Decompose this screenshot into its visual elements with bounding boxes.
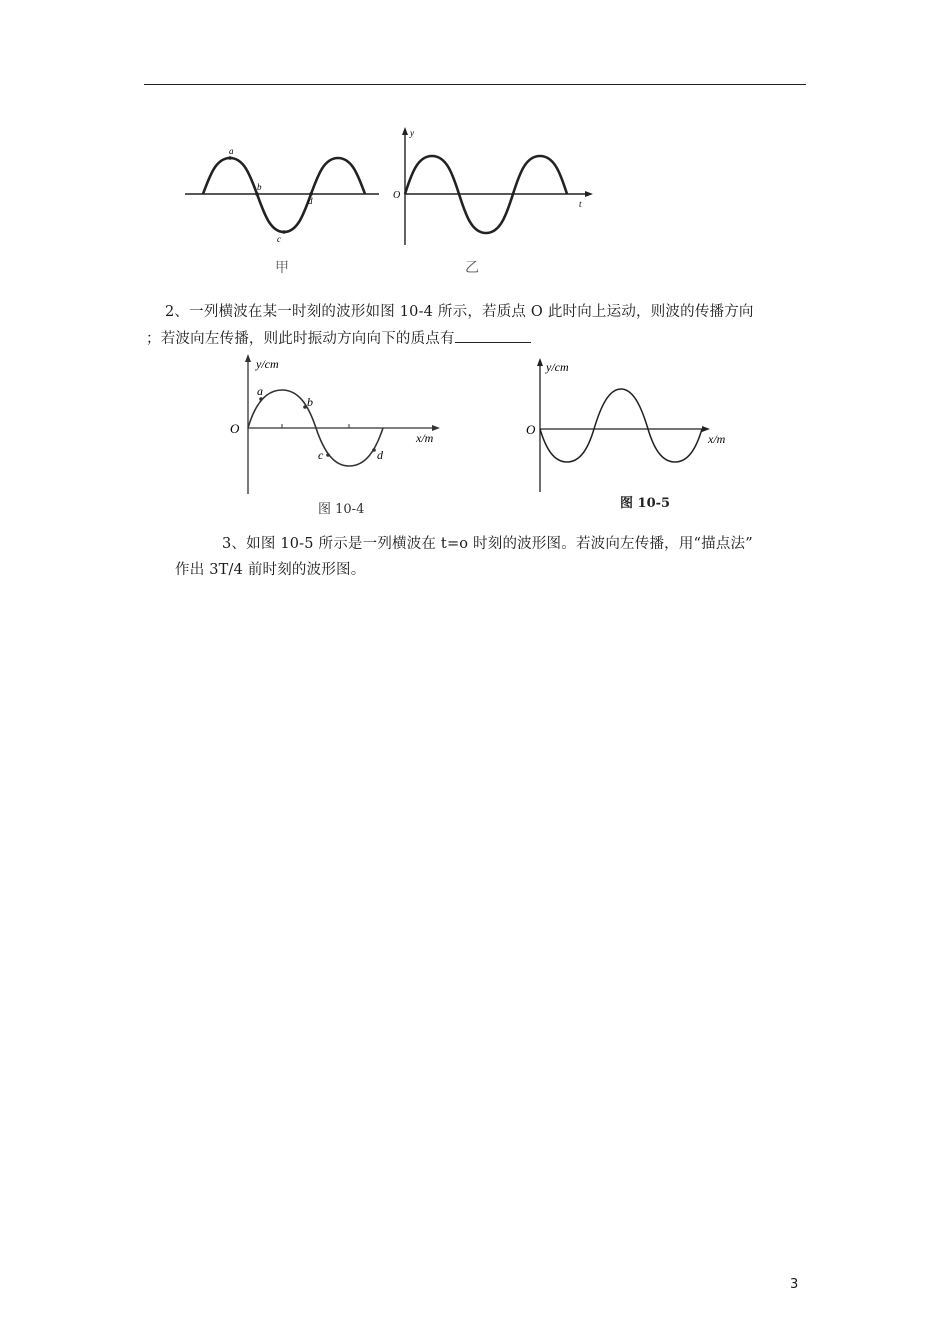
figure-yi-caption: 乙 <box>465 260 479 276</box>
figure-yi <box>390 125 600 250</box>
origin-label: O <box>393 190 401 201</box>
figure-yi-plot <box>390 125 600 250</box>
point-d-marker <box>372 448 376 452</box>
y-axis-arrow <box>245 354 251 362</box>
figure-10-5-plot <box>522 356 742 496</box>
header-rule <box>144 84 806 85</box>
figure-10-4-plot <box>228 352 498 497</box>
question2-line1: 2、一列横波在某一时刻的波形如图 10-4 所示，若质点 O 此时向上运动，则波的传播方向 <box>165 304 754 320</box>
origin-label: O <box>526 422 536 437</box>
point-b-marker <box>255 192 259 196</box>
page-number: 3 <box>790 1277 799 1292</box>
x-axis-label: x/m <box>416 431 434 445</box>
point-d-label: d <box>377 448 383 462</box>
y-axis-label: y <box>410 128 414 138</box>
x-axis-label: x/m <box>708 432 726 446</box>
y-axis-label: y/cm <box>546 360 569 374</box>
figure-10-5 <box>522 356 742 496</box>
point-a-label: a <box>229 146 234 156</box>
point-c-marker <box>282 230 286 234</box>
point-b-label: b <box>257 182 262 192</box>
y-axis-label: y/cm <box>256 357 279 371</box>
point-a-marker <box>228 156 232 160</box>
origin-label: O <box>230 421 240 436</box>
answer-blank[interactable] <box>455 328 531 343</box>
point-a-label: a <box>257 384 263 398</box>
point-d-label: d <box>308 196 313 206</box>
question3-line1: 3、如图 10-5 所示是一列横波在 t=o 时刻的波形图。若波向左传播，用“描点法” <box>222 536 753 552</box>
figure-10-5-caption: 图 10-5 <box>620 496 671 511</box>
question2-line2-text: ；若波向左传播，则此时振动方向向下的质点有 <box>146 331 455 347</box>
x-axis-arrow <box>585 191 593 197</box>
wave-curve <box>203 158 365 232</box>
figure-10-4 <box>228 352 498 497</box>
figure-jia <box>180 140 385 250</box>
point-b-label: b <box>307 395 313 409</box>
question2-line2 <box>146 328 531 349</box>
wave-curve <box>540 389 702 462</box>
figure-jia-plot <box>180 140 385 250</box>
point-c-label: c <box>277 234 281 244</box>
y-axis-arrow <box>402 127 408 135</box>
point-c-marker <box>326 453 330 457</box>
figure-10-4-caption: 图 10-4 <box>318 502 365 517</box>
x-axis-label: t <box>579 199 582 209</box>
figure-jia-caption: 甲 <box>275 260 289 276</box>
point-c-label: c <box>318 448 324 462</box>
question3-line2: 作出 3T/4 前时刻的波形图。 <box>175 562 366 578</box>
y-axis-arrow <box>537 358 543 366</box>
